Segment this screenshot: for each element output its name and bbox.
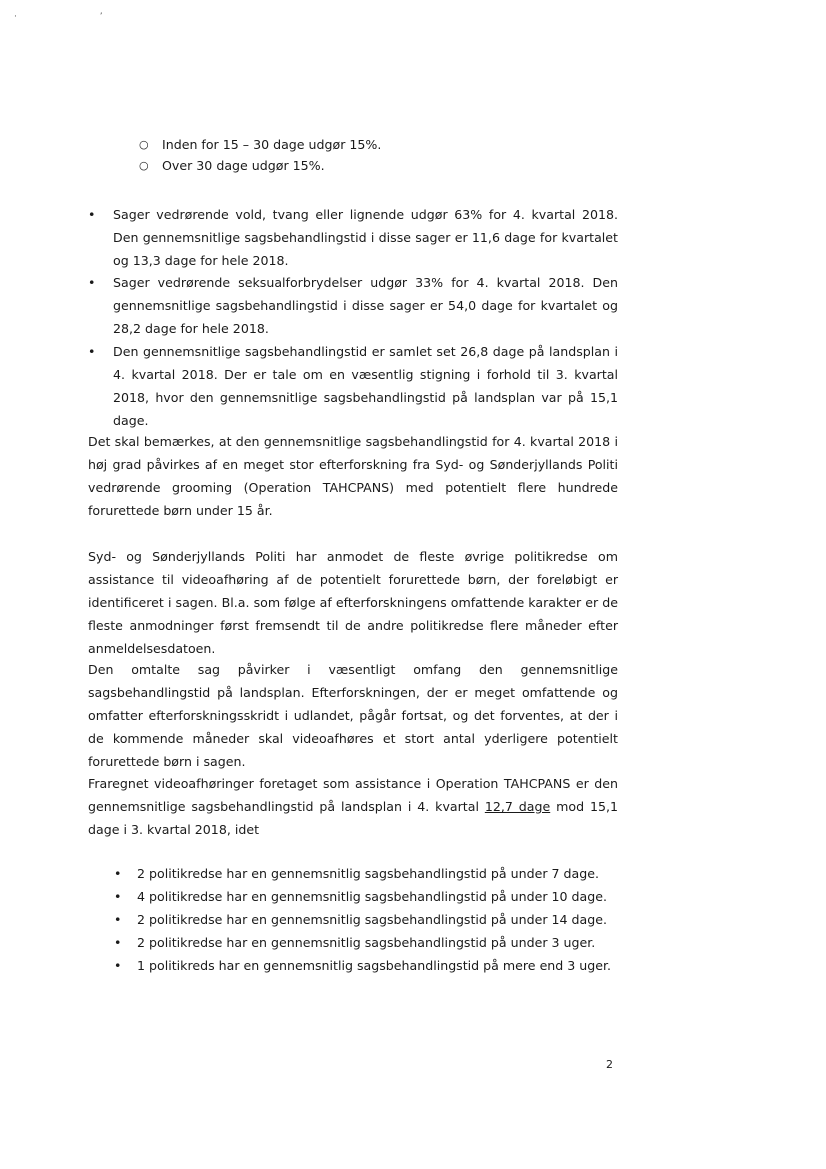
dot-bullet-icon: • (88, 207, 96, 222)
main-bullet-text: Den gennemsnitlige sagsbehandlingstid er samlet set 26,8 dage på landsplan i 4. kvartal 2018. Der er tale om en væsentlig stigning i forhold til 3. kvartal 2018, hvor den gennemsnitlige sagsbehandlingstid på landsplan var på 15,1 dage. (113, 344, 618, 428)
district-bullet-text: 2 politikredse har en gennemsnitlig sagsbehandlingstid på under 3 uger. (137, 935, 596, 950)
main-bullet-item (88, 271, 618, 340)
main-bullet-text: Sager vedrørende seksualforbrydelser udgør 33% for 4. kvartal 2018. Den gennemsnitlige sagsbehandlingstid i disse sager er 54,0 dage for kvartalet og 28,2 dage for hele 2018. (113, 275, 618, 336)
sub-bullet-text: Over 30 dage udgør 15%. (162, 158, 325, 173)
final-paragraph-before: Fraregnet videoafhøringer foretaget som assistance i Operation TAHCPANS er den gennemsnitlige sagsbehandlingstid på landsplan i 4. kvartal (88, 776, 618, 814)
paragraph (88, 772, 618, 841)
sub-bullet-item (139, 135, 382, 155)
district-bullet-item (114, 933, 596, 953)
page-number: 2 (606, 1058, 613, 1071)
district-bullet-item (114, 887, 608, 907)
district-bullet-item (114, 956, 612, 976)
district-bullet-text: 2 politikredse har en gennemsnitlig sagsbehandlingstid på under 14 dage. (137, 912, 608, 927)
main-bullet-item (88, 340, 618, 432)
dot-bullet-icon: • (114, 866, 122, 881)
paragraph-text: Syd- og Sønderjyllands Politi har anmodet de fleste øvrige politikredse om assistance til videoafhøring af de potentielt forurettede børn, der foreløbigt er identificeret i sagen. Bl.a. som følge af efterforskningens omfattende karakter er de fleste anmodninger først fremsendt til de andre politikredse flere måneder efter anmeldelsesdatoen. (88, 549, 618, 656)
paragraph (88, 658, 618, 773)
dot-bullet-icon: • (88, 275, 96, 290)
sub-bullet-text: Inden for 15 – 30 dage udgør 15%. (162, 137, 382, 152)
circle-bullet-icon: ○ (139, 138, 149, 151)
district-bullet-text: 1 politikreds har en gennemsnitlig sagsbehandlingstid på mere end 3 uger. (137, 958, 612, 973)
final-paragraph-text (88, 772, 618, 841)
dot-bullet-icon: • (114, 889, 122, 904)
paragraph-text: Det skal bemærkes, at den gennemsnitlige sagsbehandlingstid for 4. kvartal 2018 i høj grad påvirkes af en meget stor efterforskning fra Syd- og Sønderjyllands Politi vedrørende grooming (Operation TAHCPANS) med potentielt flere hundrede forurettede børn under 15 år. (88, 434, 618, 518)
paragraph (88, 545, 618, 660)
paragraph-text: Den omtalte sag påvirker i væsentligt omfang den gennemsnitlige sagsbehandlingstid på landsplan. Efterforskningen, der er meget omfattende og omfatter efterforskningsskridt i udlandet, pågår fortsat, og det forventes, at der i de kommende måneder skal videoafhøres et stort antal yderligere potentielt forurettede børn i sagen. (88, 662, 618, 769)
sub-bullet-item (139, 156, 325, 176)
district-bullet-item (114, 864, 600, 884)
underlined-days: 12,7 dage (484, 799, 551, 814)
final-paragraph-after: mod 15,1 dage i 3. kvartal 2018, idet (88, 799, 618, 837)
scan-specks: · ʼ (14, 12, 143, 22)
dot-bullet-icon: • (114, 935, 122, 950)
dot-bullet-icon: • (88, 344, 96, 359)
dot-bullet-icon: • (114, 958, 122, 973)
paragraph (88, 430, 618, 522)
district-bullet-text: 2 politikredse har en gennemsnitlig sagsbehandlingstid på under 7 dage. (137, 866, 600, 881)
circle-bullet-icon: ○ (139, 159, 149, 172)
dot-bullet-icon: • (114, 912, 122, 927)
main-bullet-text: Sager vedrørende vold, tvang eller lignende udgør 63% for 4. kvartal 2018. Den gennemsnitlige sagsbehandlingstid i disse sager er 11,6 dage for kvartalet og 13,3 dage for hele 2018. (113, 207, 618, 268)
district-bullet-text: 4 politikredse har en gennemsnitlig sagsbehandlingstid på under 10 dage. (137, 889, 608, 904)
district-bullet-item (114, 910, 608, 930)
main-bullet-item (88, 203, 618, 272)
